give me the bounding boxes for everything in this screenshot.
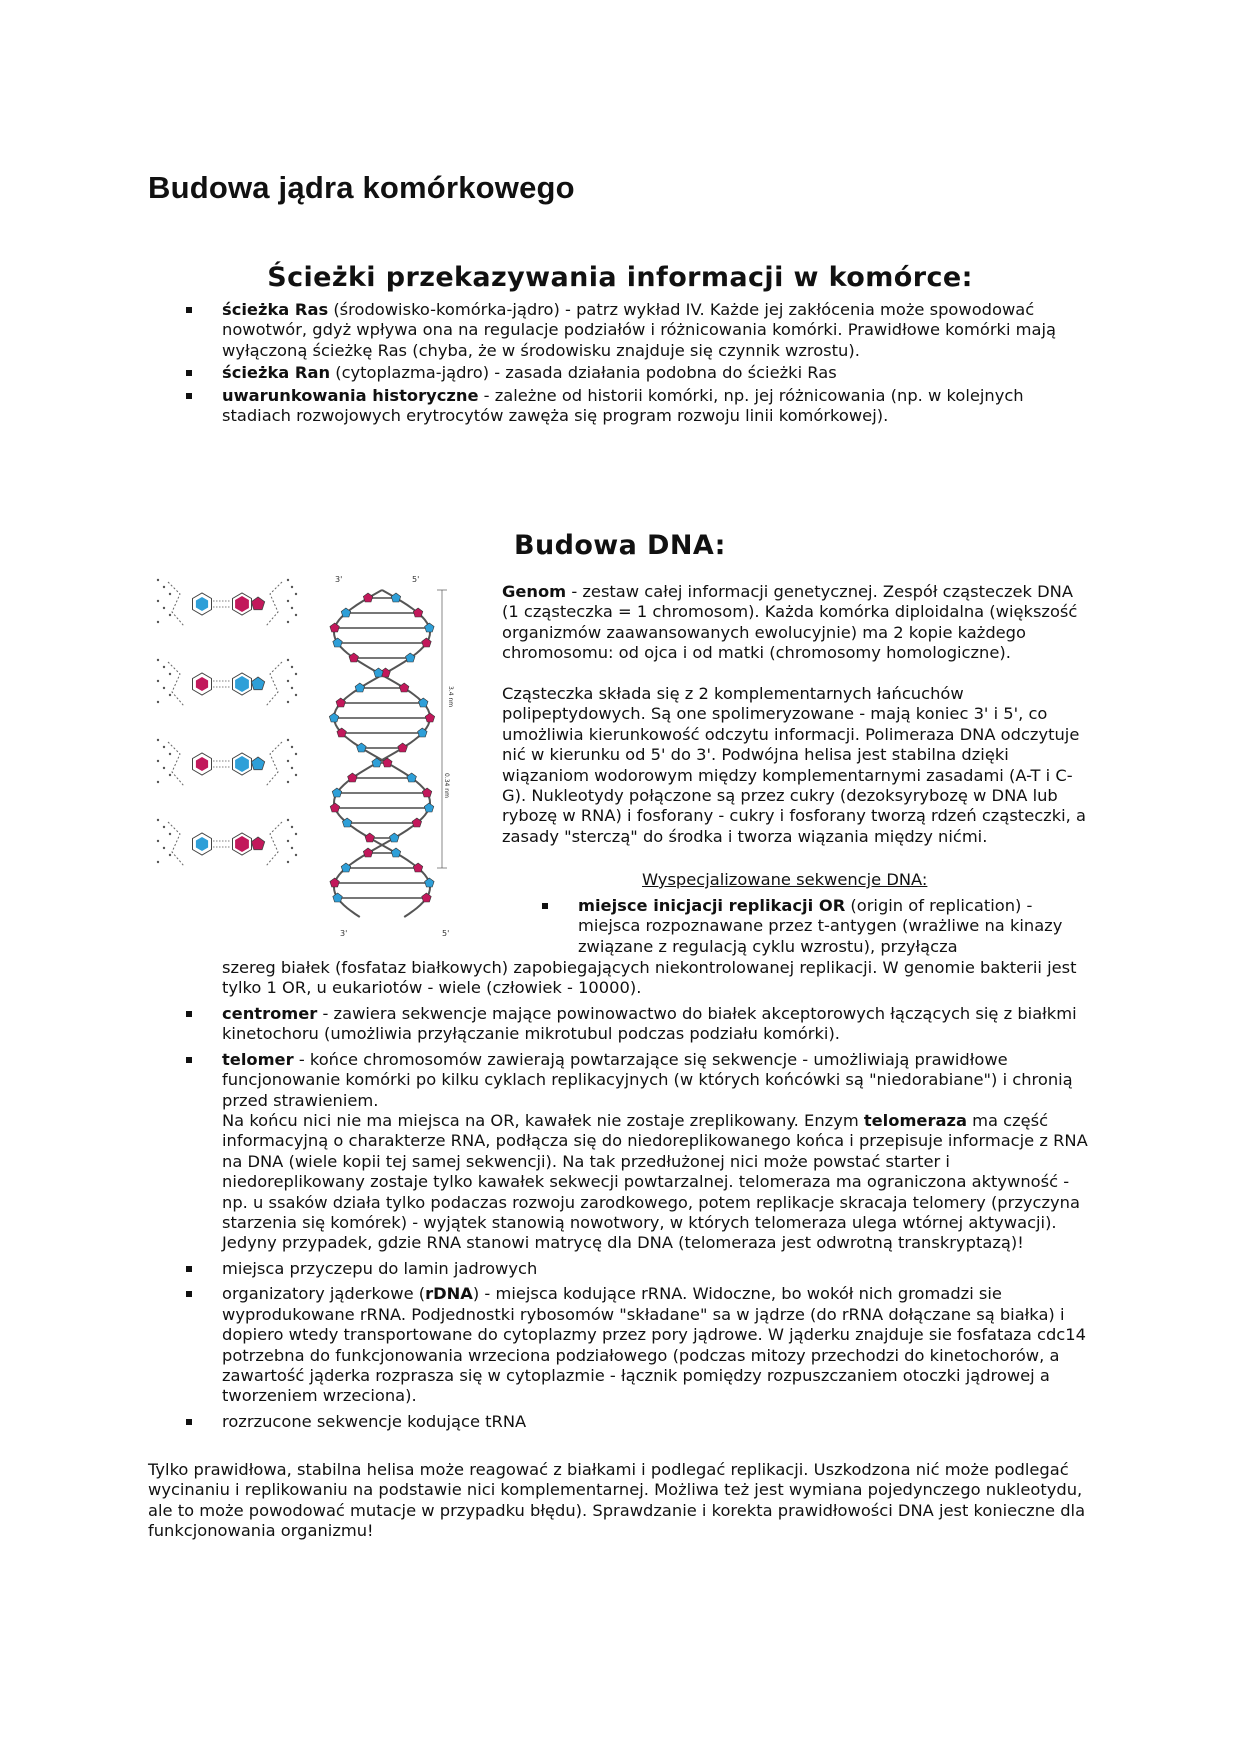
ring-right-fill (235, 836, 249, 852)
bullet-icon (186, 1419, 192, 1425)
atom-dot (287, 781, 289, 783)
nucleotide-sugar (424, 803, 434, 812)
nucleotide-sugar (391, 593, 401, 602)
atom-dot (291, 746, 293, 748)
nucleotide-sugar (330, 878, 340, 887)
item-text: - zawiera sekwencje mające powinowactwo do białek akceptorowych łączących się z białkmi kinetochoru (umożliwia przyłączanie mikrotubul podczas podziału komórki). (222, 1004, 1077, 1044)
nucleotide-sugar (374, 668, 384, 677)
nucleotide-sugar (363, 848, 373, 857)
backbone-right (266, 582, 282, 626)
ring-right-pentagon (251, 757, 264, 770)
atom-dot (295, 593, 297, 595)
atom-dot (157, 861, 159, 863)
atom-dot (169, 753, 171, 755)
atom-dot (157, 680, 159, 682)
atom-dot (287, 621, 289, 623)
atom-dot (295, 614, 297, 616)
bullet-icon (186, 370, 192, 376)
term: rDNA (425, 1284, 473, 1304)
ring-right-pentagon (251, 837, 264, 850)
atom-dot (287, 861, 289, 863)
atom-dot (287, 701, 289, 703)
ring-right-fill (235, 756, 249, 772)
nucleotide-sugar (330, 623, 340, 632)
atom-dot (287, 579, 289, 581)
double-helix-diagram (329, 590, 447, 917)
atom-dot (287, 680, 289, 682)
atom-dot (163, 607, 165, 609)
label-bottom-5: 5' (442, 929, 450, 938)
nucleotide-sugar (363, 593, 373, 602)
ring-left-fill (196, 757, 208, 771)
item-text: - końce chromosomów zawierają powtarzające się sekwencje - umożliwiają prawidłowe funcjonowanie komórki po kilku cyklach replikacyjnych (w których końcówki są "niedorabiane") i chronią przed strawieniem. (222, 1049, 1073, 1110)
atom-dot (169, 774, 171, 776)
ring-left-fill (196, 597, 208, 611)
list-item (222, 1412, 1088, 1432)
nucleotide-sugar (422, 638, 432, 647)
nucleotide-sugar (407, 773, 417, 782)
atom-dot (287, 840, 289, 842)
bullet-icon (542, 903, 548, 909)
atom-dot (163, 666, 165, 668)
backbone-left (168, 822, 184, 866)
list-item (222, 1050, 1088, 1254)
item-text: - zależne od historii komórki, np. jej różnicowania (np. w kolejnych stadiach rozwojowych erytrocytów zawęża się program rozwoju linii komórkowej). (222, 385, 1024, 426)
atom-dot (157, 701, 159, 703)
nucleotide-sugar (329, 713, 339, 722)
bullet-icon (186, 1011, 192, 1017)
ring-right-fill (235, 596, 249, 612)
or-list (578, 896, 1078, 957)
backbone-left (168, 662, 184, 706)
atom-dot (295, 694, 297, 696)
backbone-left (168, 582, 184, 626)
ring-right-fill (235, 676, 249, 692)
nucleotide-sugar (398, 743, 408, 752)
ring-right-pentagon (251, 597, 264, 610)
item-text: (cytoplazma-jądro) - zasada działania podobna do ścieżki Ras (330, 363, 837, 383)
list-item (578, 896, 1078, 957)
atom-dot (169, 593, 171, 595)
atom-dot (291, 687, 293, 689)
nucleotide-sugar (422, 893, 432, 902)
atom-dot (295, 673, 297, 675)
atom-dot (163, 767, 165, 769)
ring-right-pentagon (251, 677, 264, 690)
atom-dot (291, 666, 293, 668)
list-item (222, 1259, 1088, 1279)
atom-dot (169, 694, 171, 696)
atom-dot (295, 753, 297, 755)
atom-dot (163, 847, 165, 849)
genome-paragraph (502, 582, 1092, 664)
atom-dot (287, 739, 289, 741)
page-title: Budowa jądra komórkowego (148, 170, 575, 205)
bullet-icon (186, 307, 192, 313)
atom-dot (157, 621, 159, 623)
backbone-right (266, 742, 282, 786)
atom-dot (163, 826, 165, 828)
atom-dot (291, 607, 293, 609)
nucleotide-sugar (333, 893, 343, 902)
item-text: rozrzucone sekwencje kodujące tRNA (222, 1411, 527, 1431)
genome-text: - zestaw całej informacji genetycznej. Zespół cząsteczek DNA (1 cząsteczka = 1 chromosom). Każda komórka diploidalna (większość organizmów zaawansowanych ewolucyjnie) ma 2 kopie każdego chromosomu: od ojca i od matki (chromosomy homologiczne). (502, 582, 1078, 663)
backbone-right (266, 822, 282, 866)
atom-dot (163, 687, 165, 689)
label-dim-2: 0.34 nm (443, 773, 450, 798)
list-item (222, 386, 1077, 427)
term: ścieżka Ras (222, 300, 329, 319)
label-top-5: 5' (412, 575, 420, 584)
label-top-3: 3' (335, 575, 343, 584)
base-pairs-diagram (157, 579, 297, 866)
backbone-left (168, 742, 184, 786)
section-heading-dna: Budowa DNA: (514, 530, 726, 561)
closing-paragraph: Tylko prawidłowa, stabilna helisa może reagować z białkami i podlegać replikacji. Uszkodzona nić może podlegać wycinaniu i replikowaniu na podstawie nici komplementarnej. Możliwa też jest wymiana pojedynczego nukleotydu, ale to może powodować mutacje w przypadku błędu). Sprawdzanie i korekta prawidłowości DNA jest konieczne dla funkcjonowania organizmu! (148, 1460, 1086, 1541)
item-text: miejsca przyczepu do lamin jadrowych (222, 1258, 538, 1278)
nucleotide-sugar (391, 848, 401, 857)
atom-dot (169, 673, 171, 675)
nucleotide-sugar (399, 683, 409, 692)
atom-dot (291, 826, 293, 828)
atom-dot (291, 767, 293, 769)
atom-dot (291, 586, 293, 588)
atom-dot (287, 600, 289, 602)
term: centromer (222, 1004, 318, 1023)
or-continuation: szereg białek (fosfataz białkowych) zapobiegających niekontrolowanej replikacji. W genomie bakterii jest tylko 1 OR, u eukariotów - wiele (człowiek - 10000). (222, 958, 1077, 998)
subheading-special-sequences: Wyspecjalizowane sekwencje DNA: (642, 870, 928, 889)
nucleotide-sugar (390, 833, 400, 842)
item-text: (środowisko-komórka-jądro) - patrz wykład IV. Każde jej zakłócenia może spowodować nowotwór, gdyż wpływa ona na regulacje podziałów i różnicowania komórki. Prawidłowe komórki mają wyłączoną ścieżkę Ras (chyba, że w środowisku znajduje się czynnik wzrostu). (222, 300, 1056, 360)
nucleotide-sugar (425, 878, 435, 887)
label-dim-1: 3.4 nm (447, 686, 454, 708)
term: miejsce inicjacji replikacji OR (578, 896, 846, 915)
list-item (222, 363, 1077, 383)
backbone-right (266, 662, 282, 706)
dna-structure-figure (150, 568, 460, 940)
atom-dot (157, 739, 159, 741)
term: telomeraza (863, 1111, 967, 1131)
label-bottom-3: 3' (340, 929, 348, 938)
ring-left-fill (196, 677, 208, 691)
nucleotide-sugar (425, 623, 435, 632)
atom-dot (295, 854, 297, 856)
atom-dot (169, 614, 171, 616)
atom-dot (157, 840, 159, 842)
sequences-list (222, 1004, 1088, 1432)
section-heading-signal-paths: Ścieżki przekazywania informacji w komórce: (267, 262, 973, 293)
nucleotide-sugar (355, 683, 365, 692)
term: ścieżka Ran (222, 363, 331, 383)
nucleotide-sugar (365, 833, 375, 842)
list-item (222, 300, 1077, 361)
term: Genom (502, 582, 567, 601)
atom-dot (169, 854, 171, 856)
atom-dot (157, 760, 159, 762)
list-item (222, 1004, 1088, 1045)
atom-dot (295, 774, 297, 776)
atom-dot (287, 659, 289, 661)
molecule-paragraph: Cząsteczka składa się z 2 komplementarnych łańcuchów polipeptydowych. Są one spolimeryzowane - mają koniec 3' i 5', co umożliwia kierunkowość odczytu informacji. Polimeraza DNA odczytuje nić w kierunku od 5' do 3'. Podwójna helisa jest stabilna dzięki wiązaniom wodorowym między komplementarnymi zasadami (A-T i C-G). Nukleotydy połączone są przez cukry (dezoksyrybozę w DNA lub rybozę w RNA) i fosforany - cukry i fosforany tworzą rdzeń cząsteczki, a zasady "sterczą" do środka i tworza wiązania między nićmi. (502, 684, 1086, 846)
atom-dot (157, 600, 159, 602)
atom-dot (287, 819, 289, 821)
term: telomer (222, 1049, 294, 1069)
atom-dot (157, 659, 159, 661)
ring-left-fill (196, 837, 208, 851)
nucleotide-sugar (425, 713, 435, 722)
bullet-icon (186, 1291, 192, 1297)
term: uwarunkowania historyczne (222, 385, 479, 405)
nucleotide-sugar (357, 743, 367, 752)
atom-dot (163, 746, 165, 748)
atom-dot (157, 781, 159, 783)
telomerase-paragraph: Na końcu nici nie ma miejsca na OR, kawałek nie zostaje zreplikowany. Enzym telomeraza ma część informacyjną o charakterze RNA, podłącza się do niedoreplikowanego końca i przepisuje informacje z RNA na DNA (wiele kopii tej samej sekwencji). Na tak przedłużonej nici może powstać starter i niedoreplikowany zostaje tylko kawałek sekwecji powtarzalnej. telomeraza ma ograniczona aktywność - np. u ssaków działa tylko podaczas rozwoju zarodkowego, potem replikacje skracaja telomery (przyczyna starzenia się komórek) - wyjątek stanowią nowotwory, w których telomeraza ulega wtórnej aktywacji). Jedyny przypadek, gdzie RNA stanowi matrycę dla DNA (telomeraza jest odwrotną transkryptazą)! (222, 1111, 1088, 1253)
item-text: (origin of replication) - miejsca rozpoznawane przez t-antygen (wrażliwe na kinazy związane z regulacją cyklu wzrostu), przyłącza (578, 896, 1063, 956)
atom-dot (163, 586, 165, 588)
atom-dot (157, 579, 159, 581)
nucleotide-sugar (333, 638, 343, 647)
atom-dot (157, 819, 159, 821)
nucleotide-sugar (348, 773, 358, 782)
nucleotide-sugar (330, 803, 340, 812)
bullet-icon (186, 1266, 192, 1272)
atom-dot (291, 847, 293, 849)
atom-dot (295, 833, 297, 835)
atom-dot (287, 760, 289, 762)
list-item: organizatory jąderkowe (rDNA) - miejsca kodujące rRNA. Widoczne, bo wokół nich gromadzi sie wyprodukowane rRNA. Podjednostki rybosomów "składane" sa w jądrze (do rRNA dołączane są białka) i dopiero wtedy transportowane do cytoplazmy przez pory jądrowe. W jąderku znajduje sie fosfataza cdc14 potrzebna do funkcjonowania wrzeciona podziałowego (podczas mitozy przechodzi do kinetochorów, a zawartość jąderka rozprasza się w cytoplazmie - łącznik pomiędzy rozpuszczaniem otoczki jądrowej a tworzeniem wrzeciona). (222, 1284, 1088, 1406)
atom-dot (169, 833, 171, 835)
bullet-icon (186, 393, 192, 399)
signal-paths-list (222, 300, 1077, 426)
bullet-icon (186, 1057, 192, 1063)
